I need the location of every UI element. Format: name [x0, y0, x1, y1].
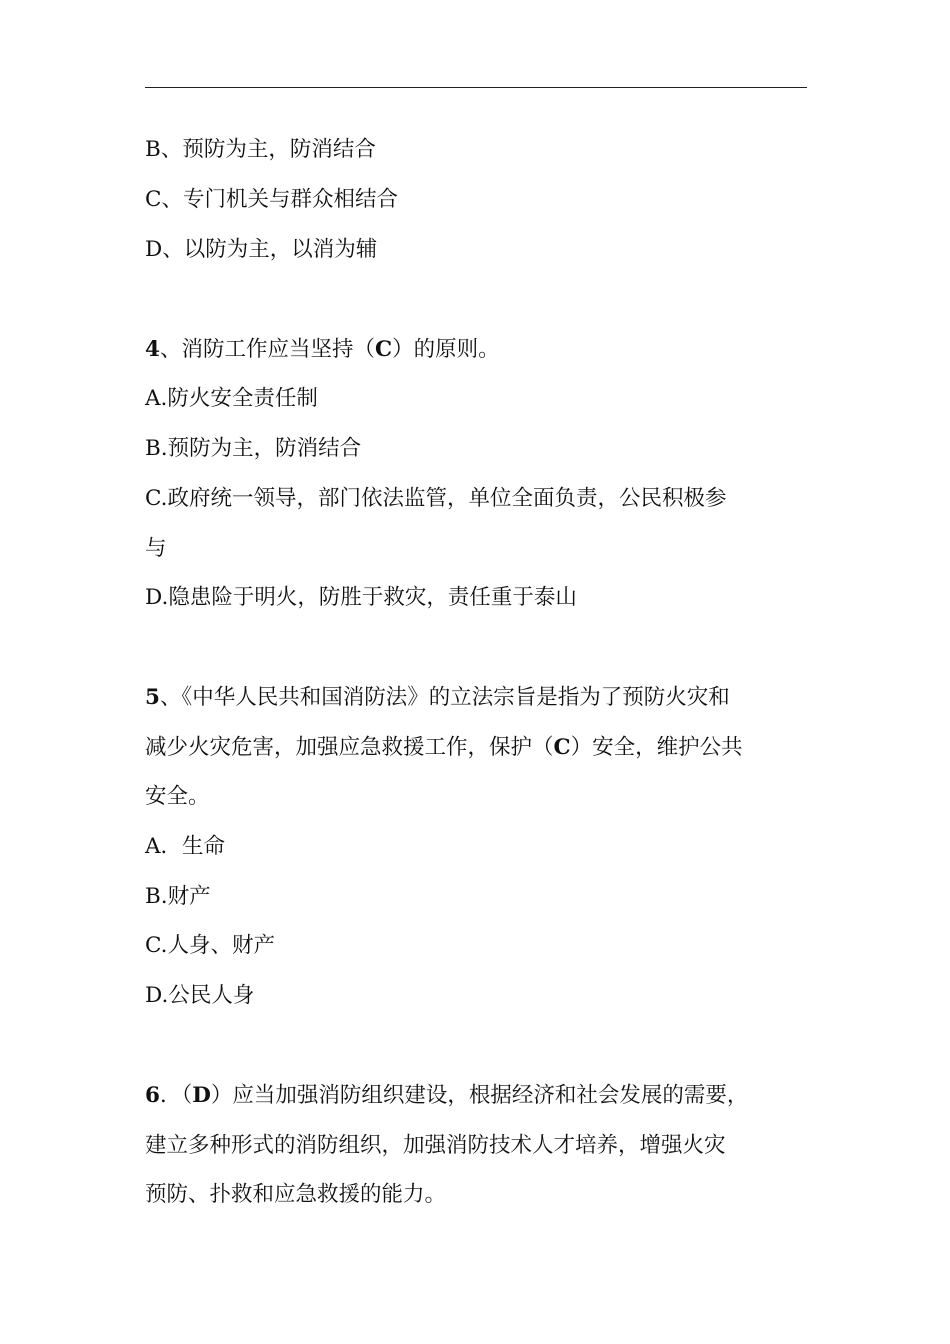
q3-option-c: [145, 185, 398, 215]
option-text: 政府统一领导，部门依法监管，单位全面负责，公民积极参: [167, 486, 727, 511]
option-text: 、专门机关与群众相结合: [161, 187, 398, 212]
option-letter: D.: [145, 585, 169, 610]
q6-stem-line3: [145, 1180, 446, 1210]
header-rule: [145, 87, 807, 88]
option-text: 预防为主，防消结合: [167, 436, 362, 461]
option-letter: A.: [145, 386, 168, 411]
option-text: 与: [145, 536, 167, 561]
q6-stem-line1: [145, 1081, 748, 1111]
option-text: 人身、财产: [167, 933, 276, 958]
option-letter: C.: [145, 486, 168, 511]
q4-stem: [145, 335, 500, 365]
option-letter: C: [145, 187, 162, 212]
option-text: 防火安全责任制: [167, 386, 318, 411]
option-letter: A: [145, 834, 161, 859]
option-text: 财产: [167, 884, 211, 909]
question-text: 、消防工作应当坚持（: [159, 337, 375, 362]
question-text: ）安全，维护公共: [570, 735, 743, 760]
q6-stem-line2: [145, 1131, 726, 1161]
option-text: ．生命: [160, 834, 226, 859]
answer-letter: C: [553, 735, 571, 760]
q5-stem-line2: [145, 733, 743, 763]
q5-option-c: [145, 931, 275, 961]
option-text: 公民人身: [168, 983, 255, 1008]
option-text: 隐患险于明火，防胜于救灾，责任重于泰山: [168, 585, 577, 610]
question-number: 5: [145, 685, 160, 710]
question-text: 建立多种形式的消防组织，加强消防技术人才培养，增强火灾: [145, 1133, 726, 1158]
option-letter: B.: [145, 884, 168, 909]
q4-option-a: [145, 384, 318, 414]
q4-option-c-continued: [145, 534, 167, 564]
question-text: 减少火灾危害，加强应急救援工作，保护（: [145, 735, 554, 760]
question-text: ）的原则。: [392, 337, 500, 362]
question-number: 6: [145, 1083, 160, 1108]
option-letter: B: [145, 137, 161, 162]
q5-option-b: [145, 882, 211, 912]
q4-option-d: [145, 583, 577, 613]
q5-option-a: [145, 832, 225, 862]
question-text: 预防、扑救和应急救援的能力。: [145, 1182, 447, 1207]
q3-option-b: [145, 135, 376, 165]
answer-letter: C: [374, 337, 393, 362]
question-text: ．（: [159, 1083, 193, 1108]
option-text: 、预防为主，防消结合: [160, 137, 376, 162]
option-text: 、以防为主，以消为辅: [162, 237, 378, 262]
q3-option-d: [145, 235, 377, 265]
option-letter: C.: [145, 933, 168, 958]
question-text: 、《中华人民共和国消防法》的立法宗旨是指为了预防火灾和: [159, 685, 730, 710]
q5-option-d: [145, 981, 254, 1011]
answer-letter: D: [192, 1083, 211, 1108]
option-letter: D: [145, 237, 163, 262]
question-text: 安全。: [145, 784, 210, 809]
q4-option-b: [145, 434, 361, 464]
q5-stem-line1: [145, 683, 730, 713]
option-letter: B.: [145, 436, 168, 461]
question-number: 4: [145, 337, 160, 362]
q5-stem-line3: [145, 782, 210, 812]
q4-option-c: [145, 484, 727, 514]
option-letter: D.: [145, 983, 169, 1008]
question-text: ）应当加强消防组织建设，根据经济和社会发展的需要，: [210, 1083, 749, 1108]
